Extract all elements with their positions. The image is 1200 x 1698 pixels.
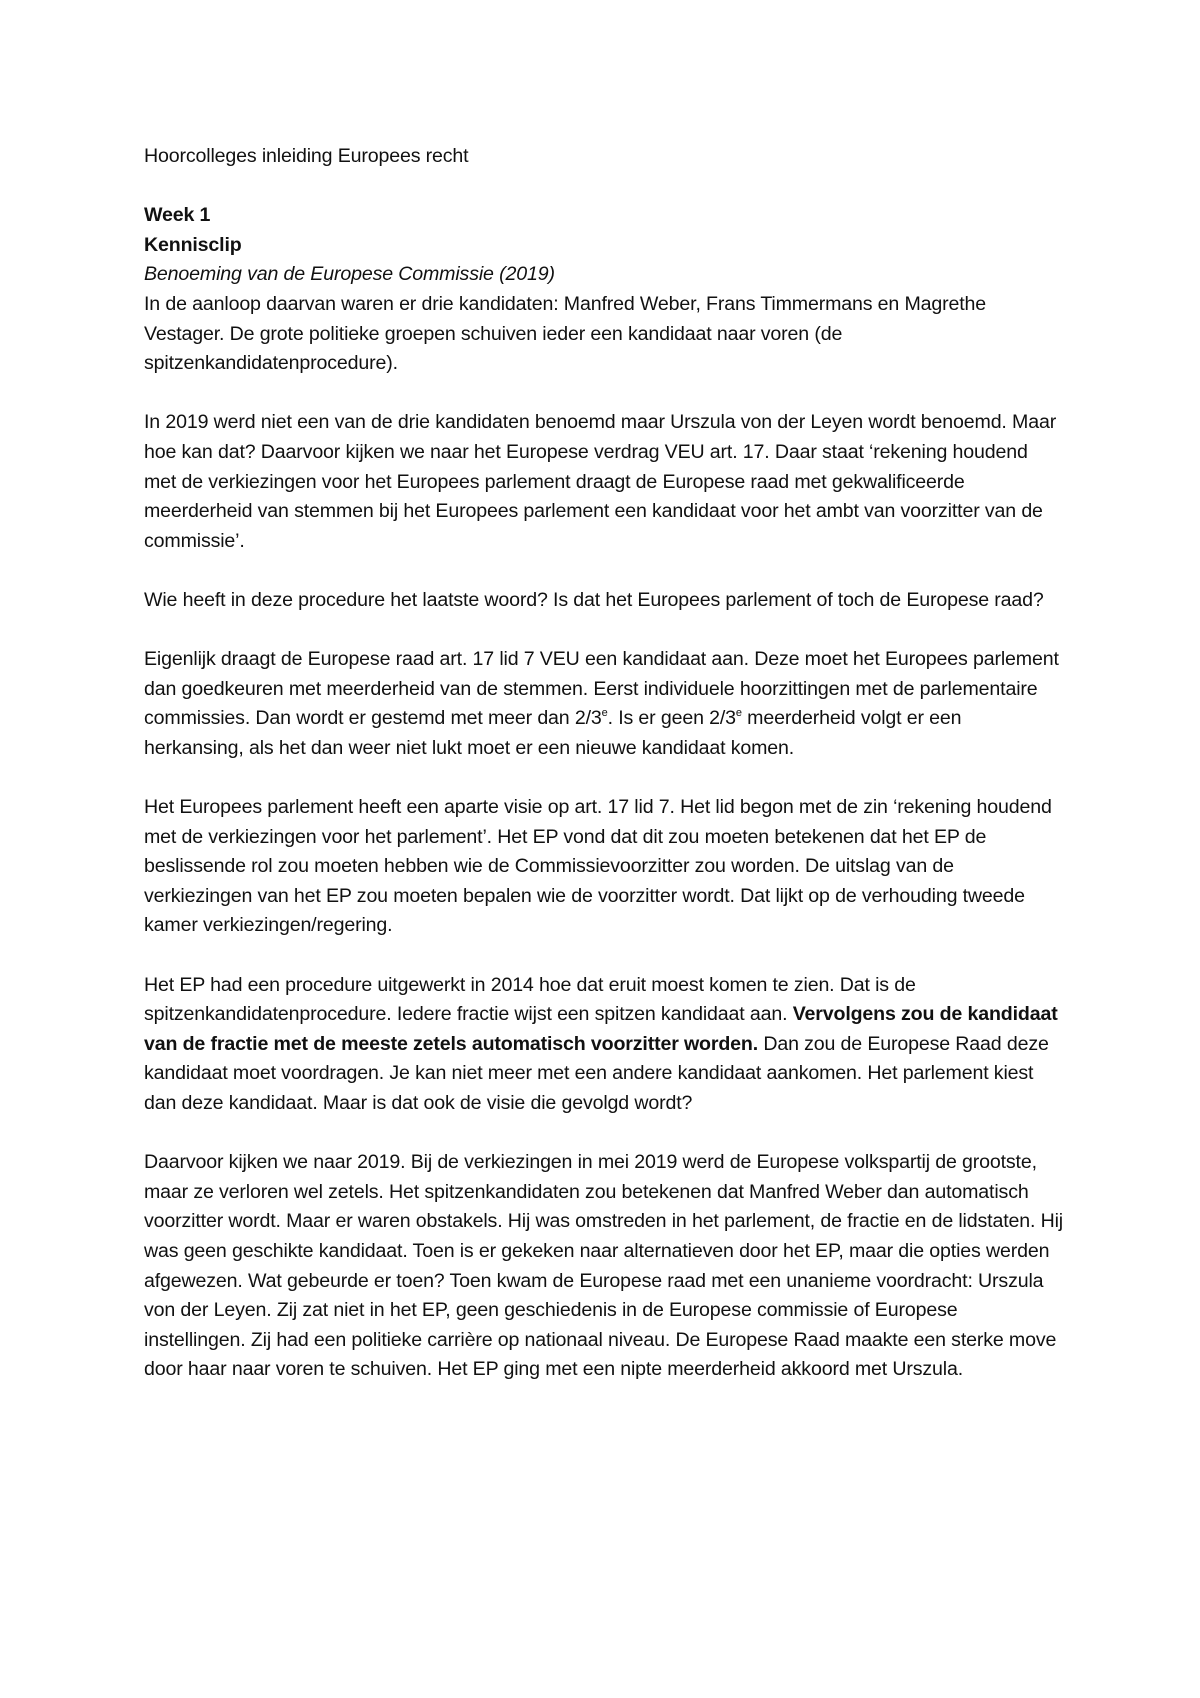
paragraph-6-text-2: Dan zou de Europese Raad deze kandidaat moet voordragen. Je kan niet meer met een andere kandidaat aankomen. Het parlement kiest dan deze kandidaat. Maar is dat ook de visie die gevolgd wordt? [144,1032,1049,1114]
paragraph-3: Wie heeft in deze procedure het laatste woord? Is dat het Europees parlement of toch de Europese raad? [144,588,1044,611]
document-title: Hoorcolleges inleiding Europees recht [144,145,469,167]
superscript: e [735,707,742,720]
paragraph-4-text-3: meerderheid volgt er een herkansing, als het dan weer niet lukt moet er een nieuwe kandidaat komen. [144,707,962,759]
paragraph-2: In 2019 werd niet een van de drie kandidaten benoemd maar Urszula von der Leyen wordt benoemd. Maar hoe kan dat? Daarvoor kijken we naar het Europese verdrag VEU art. 17. Daar staat ‘rekening houdend met de verkiezingen voor het Europees parlement draagt de Europese raad met gekwalificeerde meerderheid van stemmen bij het Europees parlement een kandidaat voor het ambt van voorzitter van de commissie’. [144,411,1057,552]
spacer [144,172,1064,202]
paragraph-6 [144,971,1064,1119]
spacer [144,941,1064,971]
spacer [144,763,1064,793]
week-heading: Week 1 [144,204,211,227]
section-heading: Kennisclip [144,233,242,256]
superscript: e [601,707,608,720]
paragraph-7: Daarvoor kijken we naar 2019. Bij de verkiezingen in mei 2019 werd de Europese volkspartij de grootste, maar ze verloren wel zetels. Het spitzenkandidaten zou betekenen dat Manfred Weber dan automatisch voorzitter wordt. Maar er waren obstakels. Hij was omstreden in het parlement, de fractie en de lidstaten. Hij was geen geschikte kandidaat. Toen is er gekeken naar alternatieven door het EP, maar die opties werden afgewezen. Wat gebeurde er toen? Toen kwam de Europese raad met een unanieme voordracht: Urszula von der Leyen. Zij zat niet in het EP, geen geschiedenis in de Europese commissie of Europese instellingen. Zij had een politieke carrière op nationaal niveau. De Europese Raad maakte een sterke move door haar naar voren te schuiven. Het EP ging met een nipte meerderheid akkoord met Urszula. [144,1151,1063,1381]
spacer [144,379,1064,409]
paragraph-6-text-1: Het EP had een procedure uitgewerkt in 2014 hoe dat eruit moest komen te zien. Dat is de spitzenkandidatenprocedure. Iedere fractie wijst een spitzen kandidaat aan. [144,973,916,1026]
paragraph-4 [144,645,1064,763]
paragraph-4-text-1: Eigenlijk draagt de Europese raad art. 17 lid 7 VEU een kandidaat aan. Deze moet het Europees parlement dan goedkeuren met meerderheid van de stemmen. Eerst individuele hoorzittingen met de parlementaire commissies. Dan wordt er gestemd met meer dan 2/3 [144,648,1059,730]
spacer [144,1119,1064,1149]
document-body [144,142,1064,1385]
paragraph-6-bold-text: Vervolgens zou de kandidaat van de fractie met de meeste zetels automatisch voorzitter worden. [144,1003,1058,1055]
paragraph-5: Het Europees parlement heeft een aparte visie op art. 17 lid 7. Het lid begon met de zin ‘rekening houdend met de verkiezingen voor het parlement’. Het EP vond dat dit zou moeten betekenen dat het EP de beslissende rol zou moeten hebben wie de Commissievoorzitter zou worden. De uitslag van de verkiezingen van het EP zou moeten bepalen wie de voorzitter wordt. Dat lijkt op de verhouding tweede kamer verkiezingen/regering. [144,796,1052,937]
spacer [144,556,1064,586]
paragraph-1: In de aanloop daarvan waren er drie kandidaten: Manfred Weber, Frans Timmermans en Magrethe Vestager. De grote politieke groepen schuiven ieder een kandidaat naar voren (de spitzenkandidatenprocedure). [144,292,987,375]
paragraph-4-text-2: . Is er geen 2/3 [607,707,736,730]
spacer [144,616,1064,646]
subtitle: Benoeming van de Europese Commissie (2019) [144,263,555,286]
